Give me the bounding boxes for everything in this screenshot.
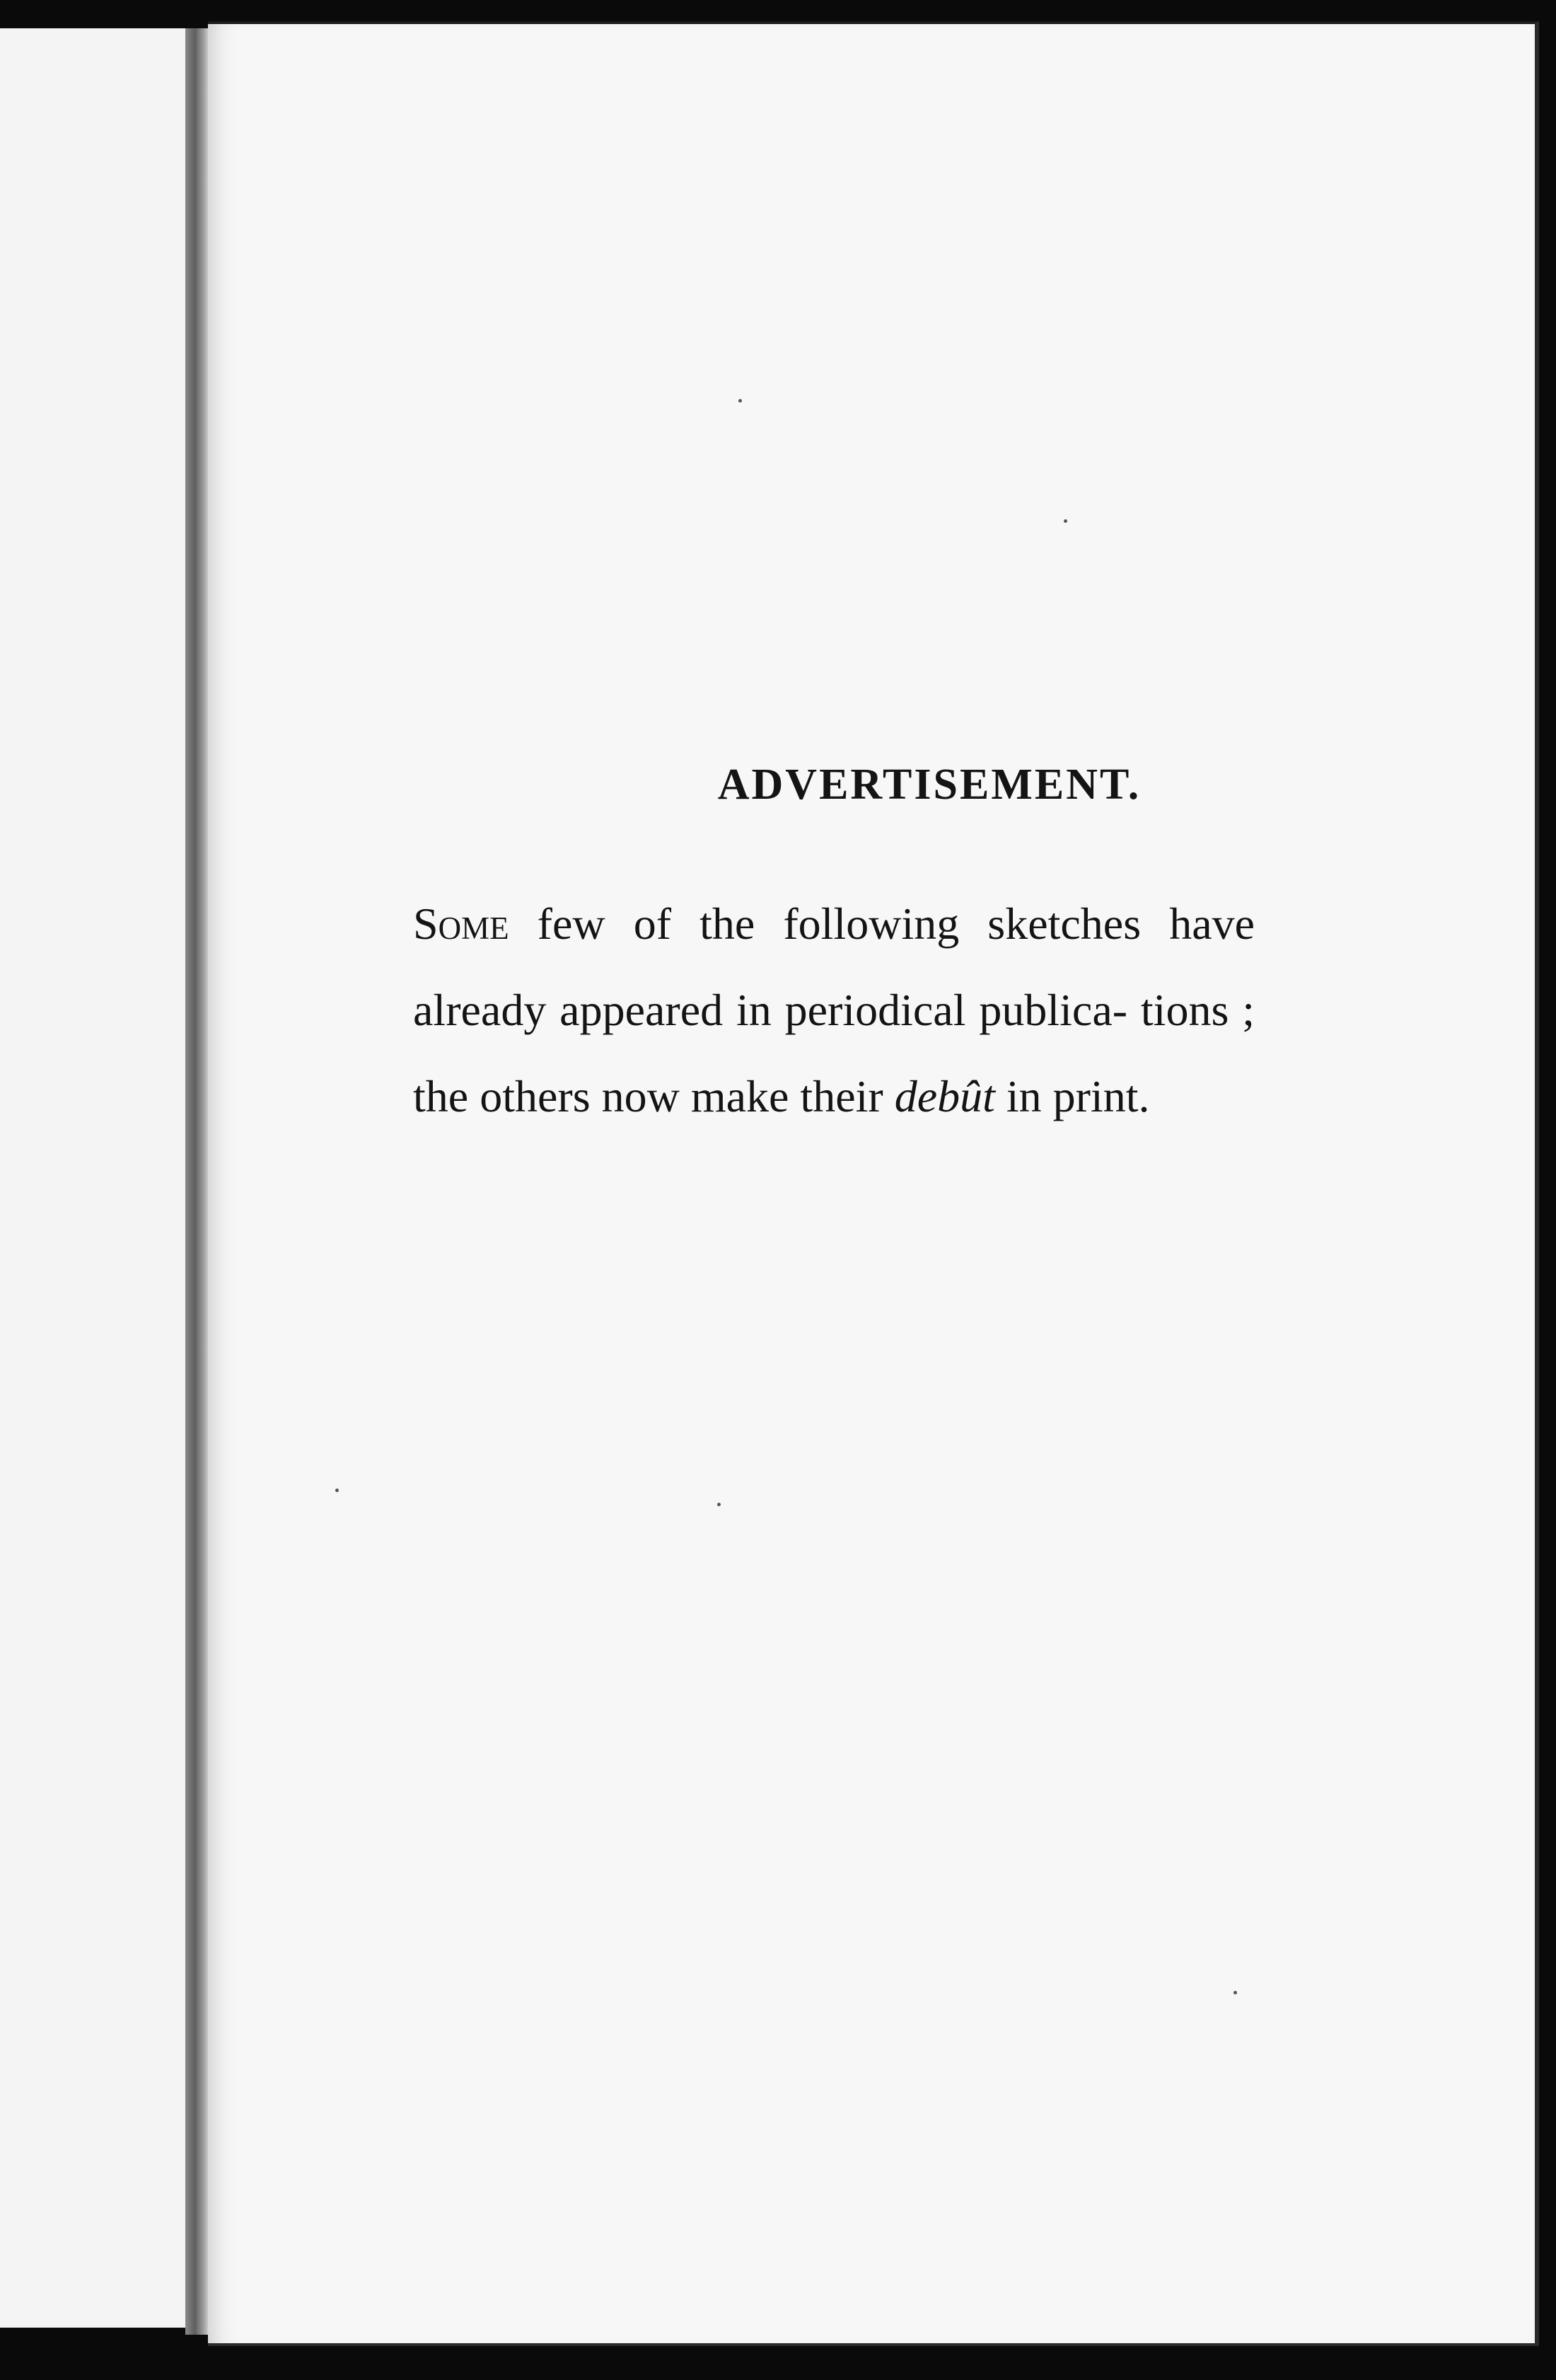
advertisement-paragraph bbox=[406, 881, 1255, 1140]
paper-speck bbox=[717, 1503, 721, 1506]
paper-speck bbox=[335, 1489, 339, 1492]
paragraph-text-part-2: in print. bbox=[994, 1071, 1150, 1121]
italic-word: debût bbox=[894, 1071, 995, 1121]
paper-speck bbox=[1064, 519, 1067, 523]
right-page bbox=[208, 21, 1539, 2346]
page-heading: ADVERTISEMENT. bbox=[717, 761, 1142, 809]
book-gutter bbox=[185, 28, 209, 2335]
paper-speck bbox=[1233, 1991, 1237, 1994]
left-page-edge bbox=[0, 28, 192, 2328]
paragraph-text-part-1: few of the following sketches have already appeared in periodical publica- tions ; the others now make their bbox=[413, 899, 1255, 1121]
paper-speck bbox=[738, 399, 742, 403]
page-text-block bbox=[406, 760, 1453, 1140]
lead-word: Some bbox=[413, 899, 509, 949]
